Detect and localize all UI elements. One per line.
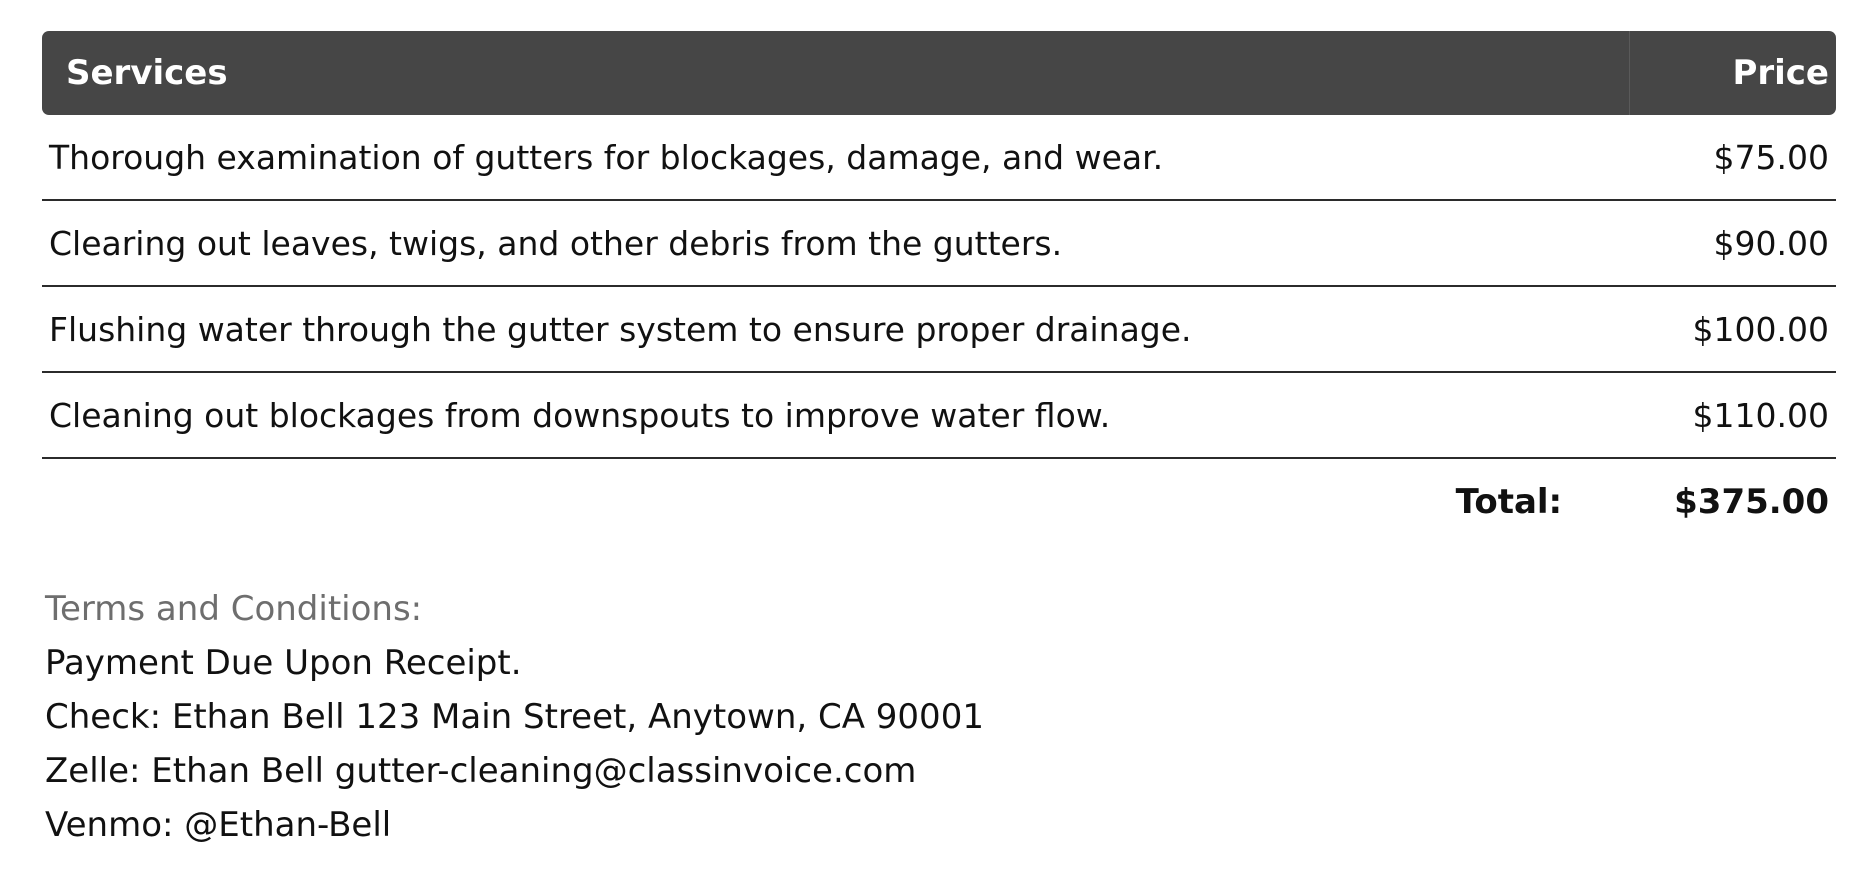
price-column-header: Price (1629, 31, 1836, 115)
total-value: $375.00 (1674, 482, 1829, 522)
service-description: Cleaning out blockages from downspouts to improve water flow. (49, 395, 1111, 435)
service-price: $110.00 (1692, 395, 1829, 435)
terms-zelle-info: Zelle: Ethan Bell gutter-cleaning@classinvoice.com (45, 751, 917, 791)
table-row (42, 115, 1836, 201)
service-price: $100.00 (1692, 309, 1829, 349)
services-column-header: Services (66, 53, 228, 93)
total-label: Total: (1455, 482, 1563, 522)
service-description: Clearing out leaves, twigs, and other debris from the gutters. (49, 223, 1063, 263)
terms-section (45, 582, 984, 852)
invoice-table (42, 31, 1836, 545)
terms-title: Terms and Conditions: (45, 589, 423, 629)
total-row (42, 459, 1836, 545)
service-price: $90.00 (1713, 223, 1829, 263)
service-description: Flushing water through the gutter system to ensure proper drainage. (49, 309, 1192, 349)
terms-venmo-info: Venmo: @Ethan-Bell (45, 805, 392, 845)
table-row (42, 287, 1836, 373)
service-price: $75.00 (1713, 137, 1829, 177)
terms-check-info: Check: Ethan Bell 123 Main Street, Anytown, CA 90001 (45, 697, 984, 737)
table-header (42, 31, 1836, 115)
table-row (42, 201, 1836, 287)
table-row (42, 373, 1836, 459)
terms-payment-due: Payment Due Upon Receipt. (45, 643, 522, 683)
service-description: Thorough examination of gutters for blockages, damage, and wear. (49, 137, 1164, 177)
